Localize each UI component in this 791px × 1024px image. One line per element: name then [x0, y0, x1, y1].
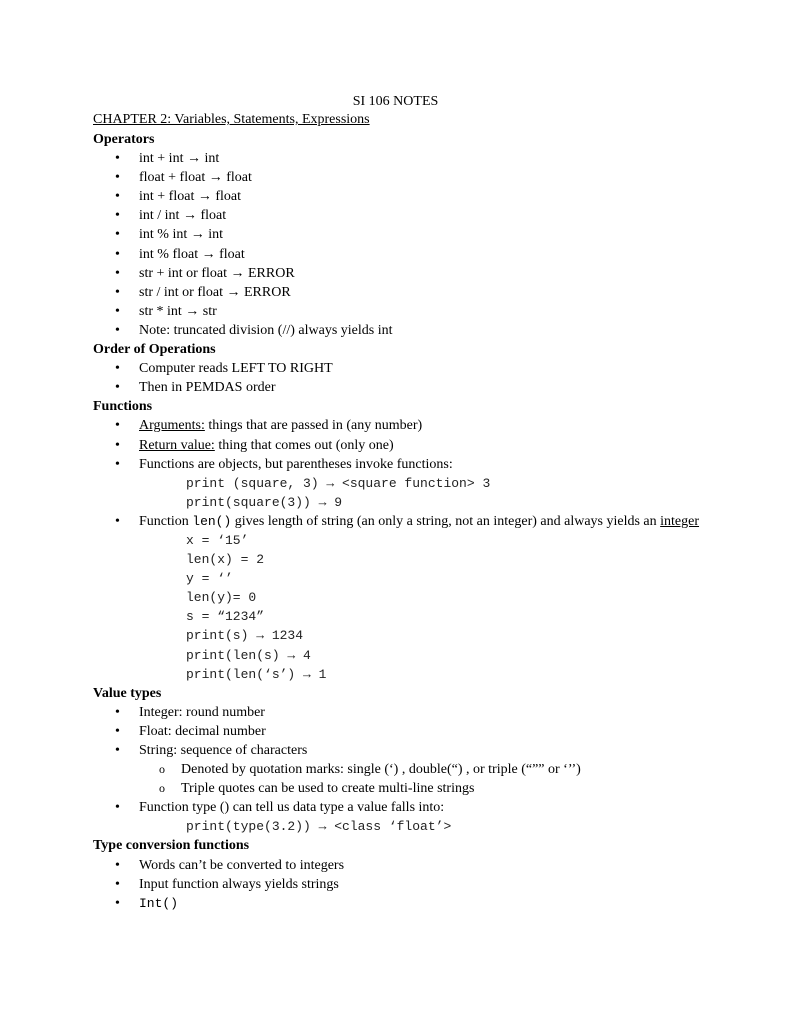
code-line: x = ‘15’ — [186, 532, 249, 548]
value-types-heading: Value types — [93, 685, 162, 701]
list-item — [93, 894, 733, 913]
list-item: • int + int → int — [93, 149, 733, 168]
list-item: • Function type () can tell us data type a value falls into: — [93, 798, 733, 817]
len-integer: integer — [660, 513, 700, 529]
value-types-list — [93, 703, 733, 818]
operators-list — [93, 149, 733, 340]
len-prefix: Function — [139, 513, 193, 529]
arguments-text: things that are passed in (any number) — [204, 418, 423, 434]
len-text: gives length of string (an only a string, not an integer) and always yields an — [231, 513, 661, 529]
chapter-heading: CHAPTER 2: Variables, Statements, Expressions — [93, 112, 370, 127]
functions-list — [93, 416, 733, 473]
list-item: • String: sequence of characters — [93, 741, 733, 760]
list-item: • Integer: round number — [93, 703, 733, 722]
list-item — [93, 512, 733, 531]
order-heading: Order of Operations — [93, 342, 216, 358]
code-line: len(x) = 2 — [186, 552, 265, 568]
list-item: • Words can’t be converted to integers — [93, 856, 733, 875]
code-line: print(len(‘s’) → 1 — [186, 666, 327, 682]
list-item: • Functions are objects, but parentheses invoke functions: — [93, 455, 733, 474]
list-item: • int + float → float — [93, 187, 733, 206]
notes-content — [93, 130, 733, 913]
list-item: • Input function always yields strings — [93, 875, 733, 894]
arguments-label: Arguments: — [139, 418, 205, 434]
sub-list-item: o Denoted by quotation marks: single (‘) , double(“) , or triple (“”” or ‘’’) — [93, 760, 733, 779]
code-line: print(s) → 1234 — [186, 628, 304, 644]
sub-list-item: o Triple quotes can be used to create multi-line strings — [93, 779, 733, 798]
list-item: • int % int → int — [93, 225, 733, 244]
list-item: • Then in PEMDAS order — [93, 378, 733, 397]
code-line: print(len(s) → 4 — [186, 647, 311, 663]
list-item: • str * int → str — [93, 302, 733, 321]
list-item: • float + float → float — [93, 168, 733, 187]
code-line: print (square, 3) → <square function> 3 — [186, 475, 491, 491]
code-line: s = “1234” — [186, 609, 265, 625]
return-label: Return value: — [139, 437, 215, 453]
functions-heading: Functions — [93, 399, 153, 415]
len-list — [93, 512, 733, 531]
code-line: len(y)= 0 — [186, 590, 257, 606]
list-item — [93, 436, 733, 455]
code-line: y = ‘’ — [186, 571, 233, 587]
list-item: • Float: decimal number — [93, 722, 733, 741]
len-code: len() — [192, 513, 232, 529]
list-item: • Computer reads LEFT TO RIGHT — [93, 359, 733, 378]
order-list — [93, 359, 733, 397]
page-title: SI 106 NOTES — [352, 94, 439, 109]
code-line: print(type(3.2)) → <class ‘float’> — [186, 819, 452, 835]
list-item: • int % float → float — [93, 245, 733, 264]
list-item: • Note: truncated division (//) always yields int — [93, 321, 733, 340]
return-text: thing that comes out (only one) — [214, 437, 394, 453]
list-item: • str + int or float → ERROR — [93, 264, 733, 283]
conversion-heading: Type conversion functions — [93, 838, 250, 854]
list-item: • int / int → float — [93, 206, 733, 225]
list-item: • str / int or float → ERROR — [93, 283, 733, 302]
operators-heading: Operators — [93, 132, 155, 147]
int-code: Int() — [139, 895, 179, 911]
code-line: print(square(3)) → 9 — [186, 494, 343, 510]
conversion-list — [93, 856, 733, 913]
list-item — [93, 416, 733, 435]
